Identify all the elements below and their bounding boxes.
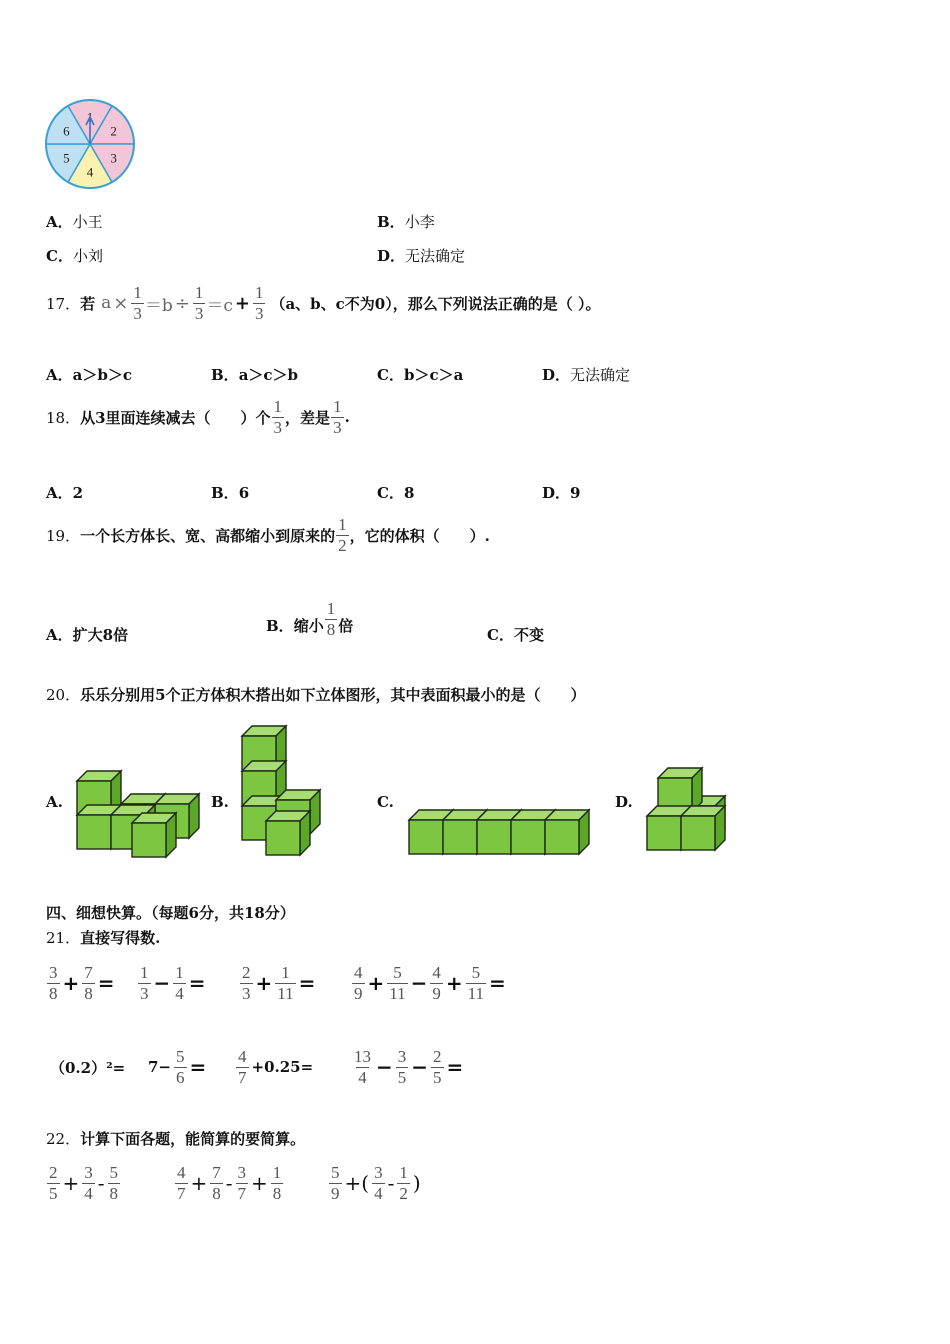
fraction: $\frac{7}{8}$ bbox=[212, 1162, 221, 1203]
q21-row-2 bbox=[0, 1044, 950, 1090]
operator: = bbox=[97, 971, 115, 995]
spinner-number: 3 bbox=[110, 150, 117, 166]
q21-stem: 21．直接写得数. bbox=[46, 929, 161, 947]
q17-option-b: B．a＞c＞b bbox=[211, 366, 299, 384]
fraction: $\frac{2}{5}$ bbox=[433, 1046, 442, 1087]
fraction: $\frac{2}{3}$ bbox=[242, 962, 251, 1003]
operator: - bbox=[97, 1171, 105, 1195]
spinner-number: 6 bbox=[63, 123, 70, 139]
q16-option-a: A．小王 bbox=[46, 213, 103, 231]
q20-label-b: B. bbox=[211, 793, 229, 811]
fraction: $\frac{4}{9}$ bbox=[432, 962, 441, 1003]
operator: ) bbox=[412, 1171, 421, 1195]
operator: （0.2）²= bbox=[50, 1058, 126, 1077]
expression bbox=[146, 1044, 208, 1090]
q18-option-b: B．6 bbox=[211, 484, 250, 502]
operator: − bbox=[376, 1055, 393, 1079]
q16-option-c: C．小刘 bbox=[46, 247, 103, 265]
q18-option-d: D．9 bbox=[542, 484, 581, 502]
operator: + bbox=[62, 1171, 80, 1195]
q19-option-c: C．不变 bbox=[487, 626, 544, 644]
operator: + bbox=[62, 971, 80, 995]
cube-figures bbox=[70, 720, 750, 865]
fraction: $\frac{3}{5}$ bbox=[397, 1046, 407, 1087]
fraction: $\frac{1}{8}$ bbox=[272, 1162, 282, 1203]
expression bbox=[48, 1044, 127, 1090]
fraction: $\frac{4}{9}$ bbox=[354, 962, 363, 1003]
q19-stem: 19． 一个长方体长、宽、高都缩小到原来的 $\frac{1}{2}$ ，它的体积（ ）. bbox=[46, 515, 490, 555]
operator: + bbox=[445, 971, 463, 995]
fraction: $\frac{3}{4}$ bbox=[374, 1162, 383, 1203]
cube-d bbox=[681, 806, 725, 850]
operator: + bbox=[190, 1171, 208, 1195]
q18-option-a: A．2 bbox=[46, 484, 84, 502]
fraction: $\frac{2}{5}$ bbox=[49, 1162, 58, 1203]
fraction: $\frac{5}{9}$ bbox=[331, 1162, 340, 1203]
q17-stem: 17． 若 a × $\frac{1}{3}$ ＝b ÷ $\frac{1}{3}$ ＝c + $\frac{1}{3}$ （a、b、c不为0），那么下列说法正确的是（ ）。 bbox=[46, 283, 601, 323]
expression bbox=[351, 1044, 465, 1090]
operator: − bbox=[410, 971, 428, 995]
operator: - bbox=[225, 1171, 233, 1195]
section-4-title: 四、细想快算。（每题6分，共18分） bbox=[46, 904, 295, 922]
fraction: $\frac{13}{4}$ bbox=[354, 1046, 371, 1087]
fraction: $\frac{4}{7}$ bbox=[238, 1046, 247, 1087]
expression bbox=[137, 960, 208, 1006]
spinner-number: 1 bbox=[86, 109, 94, 125]
operator: +0.25= bbox=[251, 1058, 314, 1076]
q16-option-d: D．无法确定 bbox=[377, 247, 466, 265]
q20-label-d: D. bbox=[615, 793, 633, 811]
q19-option-b: B． 缩小 $\frac{1}{8}$ 倍 bbox=[266, 599, 354, 639]
fraction: $\frac{4}{7}$ bbox=[177, 1162, 186, 1203]
fraction: $\frac{1}{11}$ bbox=[277, 962, 294, 1003]
fraction: $\frac{5}{6}$ bbox=[176, 1046, 185, 1087]
q17-option-d: D．无法确定 bbox=[542, 366, 631, 384]
operator: = bbox=[298, 971, 316, 995]
spinner-number: 4 bbox=[86, 164, 94, 180]
q16-option-b: B．小李 bbox=[377, 213, 435, 231]
fraction: $\frac{5}{8}$ bbox=[109, 1162, 119, 1203]
operator: = bbox=[189, 1055, 207, 1079]
fraction: $\frac{3}{8}$ bbox=[49, 962, 58, 1003]
q18-stem: 18． 从3里面连续减去（ ）个 $\frac{1}{3}$ ，差是 $\frac{1}{3}$ . bbox=[46, 397, 350, 437]
operator: + bbox=[367, 971, 385, 995]
cube-b bbox=[266, 811, 310, 855]
fraction: $\frac{5}{11}$ bbox=[467, 962, 485, 1003]
operator: 7− bbox=[148, 1058, 172, 1076]
expression bbox=[328, 1160, 423, 1206]
fraction: $\frac{1}{3}$ bbox=[140, 962, 149, 1003]
expression bbox=[235, 1044, 315, 1090]
fraction: $\frac{1}{4}$ bbox=[175, 962, 184, 1003]
operator: = bbox=[446, 1055, 464, 1079]
expression bbox=[174, 1160, 284, 1206]
q17-option-c: C．b＞c＞a bbox=[377, 366, 464, 384]
q21-row-1 bbox=[0, 960, 950, 1006]
q20-label-c: C. bbox=[377, 793, 394, 811]
q20-stem: 20．乐乐分别用5个正方体积木搭出如下立体图形，其中表面积最小的是（ ） bbox=[46, 686, 586, 704]
operator: + bbox=[251, 1171, 268, 1195]
operator: +( bbox=[344, 1171, 370, 1195]
q19-option-a: A．扩大8倍 bbox=[46, 626, 129, 644]
expression bbox=[46, 960, 117, 1006]
cube-a bbox=[132, 813, 176, 857]
q22-stem: 22．计算下面各题，能简算的要简算。 bbox=[46, 1130, 306, 1148]
operator: = bbox=[188, 971, 206, 995]
q17-option-a: A．a＞b＞c bbox=[46, 366, 132, 384]
q20-label-a: A. bbox=[46, 793, 63, 811]
fraction: $\frac{1}{2}$ bbox=[399, 1162, 408, 1203]
fraction: $\frac{3}{7}$ bbox=[237, 1162, 247, 1203]
cube-c bbox=[545, 810, 589, 854]
expression bbox=[239, 960, 317, 1006]
q22-row bbox=[0, 1160, 950, 1206]
operator: + bbox=[255, 971, 273, 995]
q18-option-c: C．8 bbox=[377, 484, 415, 502]
fraction: $\frac{3}{4}$ bbox=[84, 1162, 93, 1203]
fraction: $\frac{7}{8}$ bbox=[84, 962, 93, 1003]
operator: − bbox=[411, 1055, 429, 1079]
operator: − bbox=[153, 971, 171, 995]
operator: - bbox=[387, 1171, 395, 1195]
expression bbox=[351, 960, 508, 1006]
spinner-number: 2 bbox=[110, 123, 117, 139]
fraction: $\frac{5}{11}$ bbox=[389, 962, 406, 1003]
spinner-wheel bbox=[44, 98, 140, 190]
expression bbox=[46, 1160, 121, 1206]
operator: = bbox=[489, 971, 506, 995]
spinner-number: 5 bbox=[63, 150, 70, 166]
